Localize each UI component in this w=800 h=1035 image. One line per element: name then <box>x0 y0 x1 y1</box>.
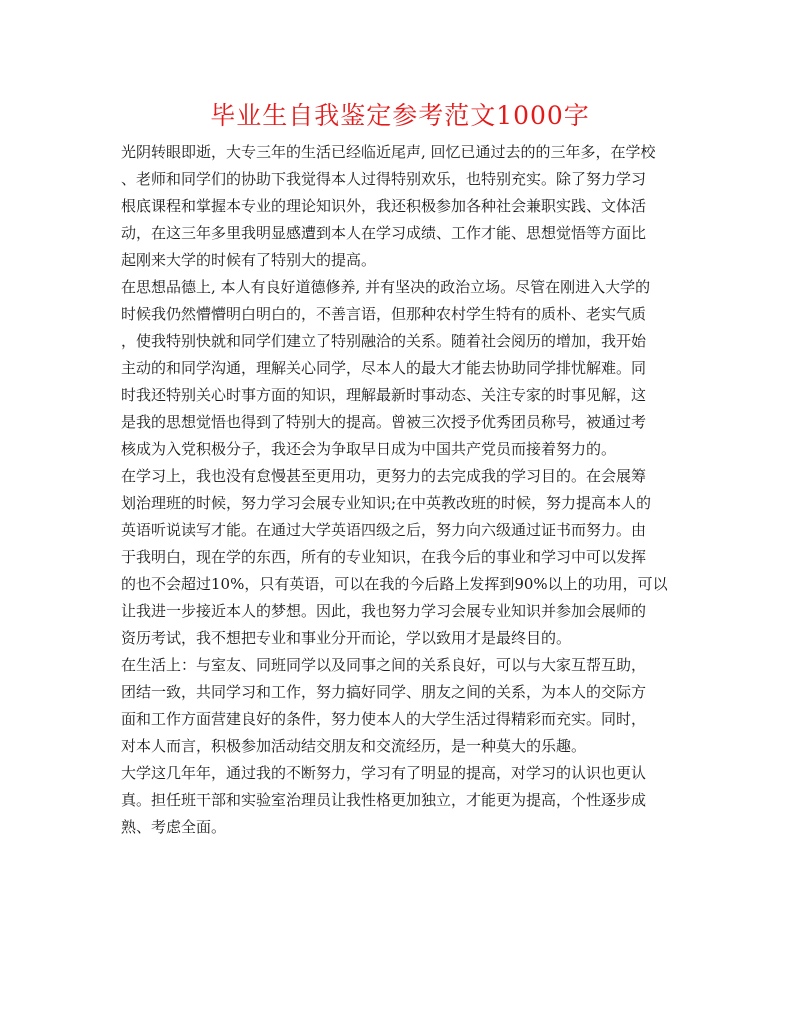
text-line: 真。担任班干部和实验室治理员让我性格更加独立，才能更为提高，个性逐步成 <box>121 791 647 809</box>
text-line: 团结一致，共同学习和工作，努力搞好同学、朋友之间的关系，为本人的交际方 <box>121 683 647 701</box>
text-line: 熟、考虑全面。 <box>121 818 227 836</box>
text-line: 让我进一步接近本人的梦想。因此，我也努力学习会展专业知识并参加会展师的 <box>121 602 647 620</box>
text-line: 资历考试，我不想把专业和事业分开而论，学以致用才是最终目的。 <box>121 629 572 647</box>
text-line: 大学这几年年，通过我的不断努力，学习有了明显的提高，对学习的认识也更认 <box>121 764 647 782</box>
paragraph-ideology <box>121 274 681 463</box>
text-line: 英语听说读写才能。在通过大学英语四级之后，努力向六级通过证书而努力。由 <box>121 521 647 539</box>
paragraph-intro <box>121 139 681 274</box>
text-line: 在思想品德上, 本人有良好道德修养, 并有坚决的政治立场。尽管在刚进入大学的 <box>121 278 651 296</box>
text-line: 起刚来大学的时候有了特别大的提高。 <box>121 251 377 269</box>
text-line: 在生活上：与室友、同班同学以及同事之间的关系良好，可以与大家互帮互助， <box>121 656 647 674</box>
paragraph-conclusion <box>121 760 681 841</box>
text-line: 主动的和同学沟通，理解关心同学，尽本人的最大才能去协助同学排忧解难。同 <box>121 359 647 377</box>
paragraph-study <box>121 463 681 652</box>
text-line: 面和工作方面营建良好的条件，努力使本人的大学生活过得精彩而充实。同时， <box>121 710 647 728</box>
text-line: 是我的思想觉悟也得到了特别大的提高。曾被三次授予优秀团员称号，被通过考 <box>121 413 647 431</box>
text-line: 时候我仍然懵懵明白明白的，不善言语，但那种农村学生特有的质朴、老实气质 <box>121 305 647 323</box>
document-title: 毕业生自我鉴定参考范文1000字 <box>210 101 590 130</box>
text-line: 动，在这三年多里我明显感遭到本人在学习成绩、工作才能、思想觉悟等方面比 <box>121 224 647 242</box>
text-line: 划治理班的时候，努力学习会展专业知识;在中英教改班的时候，努力提高本人的 <box>121 494 652 512</box>
text-line: 根底课程和掌握本专业的理论知识外，我还积极参加各种社会兼职实践、文体活 <box>121 197 647 215</box>
text-line: ，使我特别快就和同学们建立了特别融洽的关系。随着社会阅历的增加，我开始 <box>121 332 647 350</box>
text-line: 光阴转眼即逝，大专三年的生活已经临近尾声, 回忆已通过去的的三年多，在学校 <box>121 143 656 161</box>
paragraph-life <box>121 652 681 760</box>
text-line: 对本人而言，积极参加活动结交朋友和交流经历，是一种莫大的乐趣。 <box>121 737 587 755</box>
text-line: 时我还特别关心时事方面的知识，理解最新时事动态、关注专家的时事见解，这 <box>121 386 647 404</box>
text-line: 在学习上，我也没有怠慢甚至更用功，更努力的去完成我的学习目的。在会展筹 <box>121 467 647 485</box>
text-line: 于我明白，现在学的东西，所有的专业知识，在我今后的事业和学习中可以发挥 <box>121 548 647 566</box>
text-line: 的也不会超过10%，只有英语，可以在我的今后路上发挥到90%以上的功用，可以 <box>121 575 668 593</box>
text-line: 、老师和同学们的协助下我觉得本人过得特别欢乐，也特别充实。除了努力学习 <box>121 170 647 188</box>
document-body <box>121 139 681 841</box>
text-line: 核成为入党积极分子，我还会为争取早日成为中国共产党员而接着努力的。 <box>121 440 617 458</box>
